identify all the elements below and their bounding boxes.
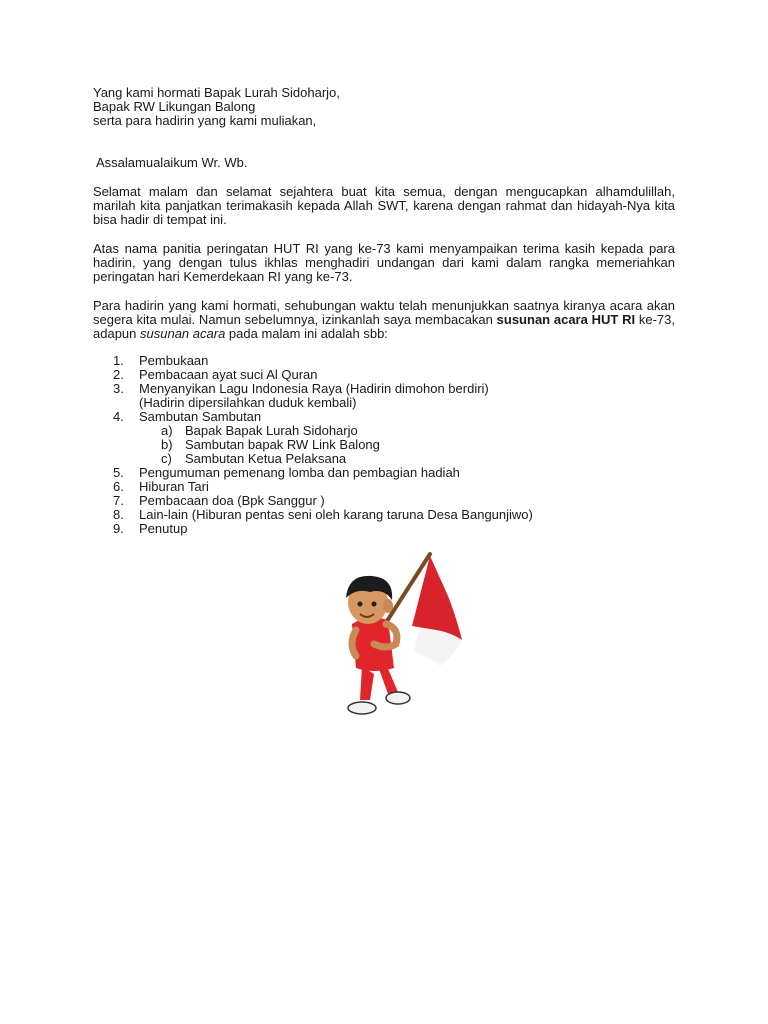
item-number: 2. <box>113 367 124 382</box>
shoe-right-icon <box>386 692 410 704</box>
list-item <box>93 508 675 522</box>
greeting-line: Bapak RW Likungan Balong <box>93 99 256 114</box>
item-number: 3. <box>113 381 124 396</box>
item-text: Penutup <box>139 521 188 536</box>
sub-list-item <box>139 438 675 452</box>
item-text: Menyanyikan Lagu Indonesia Raya (Hadirin dimohon berdiri) <box>139 381 489 396</box>
italic-phrase: susunan acara <box>140 326 226 341</box>
bold-phrase: susunan acara HUT RI <box>496 312 636 327</box>
item-text: Lain-lain (Hiburan pentas seni oleh karang taruna Desa Bangunjiwo) <box>139 507 533 522</box>
sub-item-letter: a) <box>161 423 173 438</box>
list-item <box>93 522 675 536</box>
item-text: Pembacaan doa (Bpk Sanggur ) <box>139 493 325 508</box>
item-text: Sambutan Sambutan <box>139 409 262 424</box>
item-text: Pembacaan ayat suci Al Quran <box>139 367 318 382</box>
sub-item-letter: b) <box>161 437 173 452</box>
list-item <box>93 410 675 466</box>
item-number: 8. <box>113 507 124 522</box>
paragraph-text: pada malam ini adalah sbb: <box>228 326 388 341</box>
sub-list-item <box>139 424 675 438</box>
agenda-list <box>93 354 675 536</box>
item-number: 5. <box>113 465 124 480</box>
flag-boy-illustration <box>290 548 474 730</box>
item-number: 9. <box>113 521 124 536</box>
list-item <box>93 354 675 368</box>
paragraph-text: ke-73, adapun <box>93 312 675 341</box>
greeting-line: serta para hadirin yang kami muliakan, <box>93 113 317 128</box>
document-body <box>93 86 675 536</box>
sub-item-text: Sambutan Ketua Pelaksana <box>185 451 347 466</box>
eye-icon <box>372 602 377 607</box>
greeting-block <box>93 86 675 128</box>
paragraph-thanks: Atas nama panitia peringatan HUT RI yang ke-73 kami menyampaikan terima kasih kepada para hadirin, yang dengan tulus ikhlas menghadiri undangan dari kami dalam rangka memeriahkan peringatan hari Kemerdekaan RI yang ke-73. <box>93 241 675 284</box>
paragraph-opening: Selamat malam dan selamat sejahtera buat kita semua, dengan mengucapkan alhamdulillah, marilah kita panjatkan terimakasih kepada Allah SWT, karena dengan rahmat dan hidayah-Nya kita bisa hadir di tempat ini. <box>93 184 675 227</box>
greeting-line: Yang kami hormati Bapak Lurah Sidoharjo, <box>93 85 340 100</box>
boy-waving-flag-icon <box>290 548 474 730</box>
paragraph-text: Para hadirin yang kami hormati, sehubungan waktu telah menunjukkan saatnya kiranya acara akan segera kita mulai. Namun sebelumnya, izinkanlah saya membacakan <box>93 298 675 327</box>
eye-icon <box>358 602 363 607</box>
leg-left-icon <box>360 666 374 700</box>
sub-item-letter: c) <box>161 451 172 466</box>
shoe-left-icon <box>348 702 376 714</box>
sub-item-text: Bapak Bapak Lurah Sidoharjo <box>185 423 358 438</box>
arm-left-icon <box>352 630 356 656</box>
item-number: 6. <box>113 479 124 494</box>
ear-icon <box>383 599 393 613</box>
item-number: 1. <box>113 353 124 368</box>
list-item <box>93 382 675 410</box>
sub-list-item <box>139 452 675 466</box>
list-item <box>93 480 675 494</box>
paragraph-agenda-intro <box>93 299 675 341</box>
salam-line: Assalamualaikum Wr. Wb. <box>96 155 248 170</box>
item-text: Pengumuman pemenang lomba dan pembagian hadiah <box>139 465 460 480</box>
item-note: (Hadirin dipersilahkan duduk kembali) <box>139 395 357 410</box>
list-item <box>93 466 675 480</box>
sub-list <box>139 424 675 466</box>
item-number: 7. <box>113 493 124 508</box>
list-item <box>93 494 675 508</box>
item-text: Pembukaan <box>139 353 209 368</box>
list-item <box>93 368 675 382</box>
item-number: 4. <box>113 409 124 424</box>
sub-item-text: Sambutan bapak RW Link Balong <box>185 437 380 452</box>
item-text: Hiburan Tari <box>139 479 209 494</box>
